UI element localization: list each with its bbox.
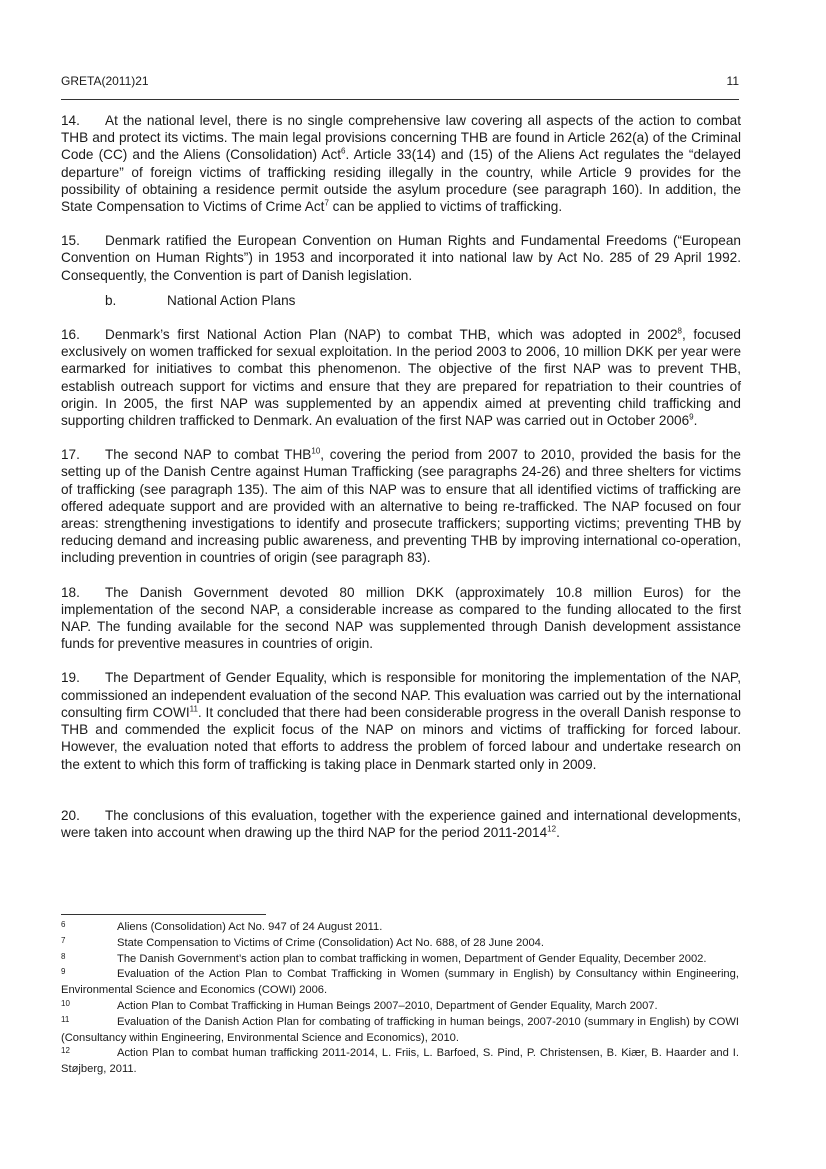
footnote-number: 8 <box>61 951 66 961</box>
footnote-ref: 6 <box>341 146 346 156</box>
paragraph-text: , covering the period from 2007 to 2010, provided the basis for the setting up of the Danish Centre against Human Trafficking (see paragraphs 24-26) and three shelters for victims of trafficking (see paragraph 135). The aim of this NAP was to ensure that all identified victims of trafficking are offered adequate support and are provided with an alternative to being re-trafficked. The NAP focused on four areas: strengthening investigations to identify and prosecute traffickers; supporting victims; preventing THB by reducing demand and increasing public awareness, and preventing THB by improving international co-operation, including prevention in countries of origin (see paragraph 83). <box>61 447 741 566</box>
footnote-text: Evaluation of the Danish Action Plan for combating of trafficking in human beings, 2007-2010 (summary in English) by COWI (Consultancy within Engineering, Environmental Science and Economics), 2010. <box>61 1015 739 1044</box>
footnote-6 <box>61 920 739 936</box>
footnote-ref: 12 <box>547 824 557 834</box>
footnote-number: 9 <box>61 967 66 977</box>
section-subheading <box>61 292 741 309</box>
paragraph-number: 16. <box>61 327 80 343</box>
footnote-11 <box>61 1015 739 1047</box>
footnote-ref: 11 <box>189 704 198 714</box>
paragraph-20 <box>61 807 741 841</box>
paragraph-text: Denmark ratified the European Convention on Human Rights and Fundamental Freedoms (“European Convention on Human Rights”) in 1953 and incorporated it into national law by Act No. 285 of 29 April 1992. Consequently, the Convention is part of Danish legislation. <box>61 233 741 283</box>
footnote-text: State Compensation to Victims of Crime (Consolidation) Act No. 688, of 28 June 2004. <box>117 936 545 949</box>
paragraph-text: can be applied to victims of trafficking. <box>328 199 563 215</box>
document-body <box>61 112 741 841</box>
paragraph-number: 17. <box>61 447 80 463</box>
document-id: GRETA(2011)21 <box>61 74 149 88</box>
paragraph-number: 19. <box>61 670 80 686</box>
footnote-7 <box>61 936 739 952</box>
footnote-text: The Danish Government’s action plan to combat trafficking in women, Department of Gender Equality, December 2002. <box>117 952 707 965</box>
footnote-number: 12 <box>61 1046 70 1056</box>
paragraph-16 <box>61 326 741 429</box>
subheading-letter: b. <box>105 292 117 308</box>
footnote-9 <box>61 967 739 999</box>
paragraph-text: . Article 33(14) and (15) of the Aliens Act regulates the “delayed departure” of foreign victims of trafficking residing illegally in the country, while Article 9 provides for the possibility of obtaining a residence permit outside the asylum procedure (see paragraph 160). In addition, the State Compensation to Victims of Crime Act <box>61 147 741 215</box>
paragraph-number: 20. <box>61 807 80 823</box>
paragraph-text: The Danish Government devoted 80 million DKK (approximately 10.8 million Euros) for the implementation of the second NAP, a considerable increase as compared to the funding allocated to the first NAP. The funding available for the second NAP was supplemented through Danish development assistance funds for preventive measures in countries of origin. <box>61 584 741 652</box>
footnote-8 <box>61 952 739 968</box>
paragraph-text: . <box>556 824 560 840</box>
paragraph-number: 18. <box>61 584 80 600</box>
footnote-ref: 8 <box>677 326 682 336</box>
paragraph-text: The Department of Gender Equality, which is responsible for monitoring the implementation of the NAP, commissioned an independent evaluation of the second NAP. This evaluation was carried out by the international consulting firm COWI <box>61 670 741 720</box>
paragraph-15 <box>61 232 741 284</box>
footnote-ref: 10 <box>311 446 321 456</box>
footnotes <box>61 920 739 1078</box>
paragraph-number: 15. <box>61 233 80 249</box>
footnote-number: 10 <box>61 998 70 1008</box>
footnote-10 <box>61 999 739 1015</box>
paragraph-text: , focused exclusively on women trafficked for sexual exploitation. In the period 2003 to 2006, 10 million DKK per year were earmarked for initiatives to combat this phenomenon. The objective of the first NAP was to prevent THB, establish outreach support for victims and ensure that they are prepared for repatriation to their countries of origin. In 2005, the first NAP was supplemented by an appendix aimed at preventing child trafficking and supporting children trafficked to Denmark. An evaluation of the first NAP was carried out in October 2006 <box>61 327 741 429</box>
footnote-ref: 7 <box>324 198 329 208</box>
page-header <box>61 74 739 90</box>
footnote-12 <box>61 1046 739 1078</box>
footnote-number: 7 <box>61 935 66 945</box>
paragraph-text: The conclusions of this evaluation, together with the experience gained and international developments, were taken into account when drawing up the third NAP for the period 2011-2014 <box>61 807 741 840</box>
footnote-number: 6 <box>61 920 66 929</box>
paragraph-text: Denmark’s first National Action Plan (NAP) to combat THB, which was adopted in 2002 <box>105 327 678 343</box>
paragraph-14 <box>61 112 741 215</box>
footnote-text: Aliens (Consolidation) Act No. 947 of 24 August 2011. <box>117 921 383 933</box>
paragraph-number: 14. <box>61 113 80 128</box>
footnote-number: 11 <box>61 1014 70 1024</box>
footnote-text: Evaluation of the Action Plan to Combat Trafficking in Women (summary in English) by Consultancy within Engineering, Environmental Science and Economics (COWI) 2006. <box>61 968 739 997</box>
paragraph-19 <box>61 669 741 772</box>
paragraph-17 <box>61 446 741 566</box>
paragraph-text: At the national level, there is no single comprehensive law covering all aspects of the action to combat THB and protect its victims. The main legal provisions concerning THB are found in Article 262(a) of the Criminal Code (CC) and the Aliens (Consolidation) Act <box>61 113 741 163</box>
paragraph-text: The second NAP to combat THB <box>105 447 312 463</box>
footnote-rule <box>61 914 266 915</box>
paragraph-18 <box>61 584 741 653</box>
footnote-text: Action Plan to combat human trafficking 2011-2014, L. Friis, L. Barfoed, S. Pind, P. Christensen, B. Kiær, B. Haarder and I. Støjberg, 2011. <box>61 1047 739 1076</box>
footnote-text: Action Plan to Combat Trafficking in Human Beings 2007–2010, Department of Gender Equality, March 2007. <box>117 999 658 1012</box>
header-rule <box>61 99 739 100</box>
paragraph-text: . It concluded that there had been considerable progress in the overall Danish response to THB and commended the explicit focus of the NAP on minors and victims of trafficking for forced labour. However, the evaluation noted that efforts to address the problem of forced labour and undertake research on the extent to which this form of trafficking is taking place in Denmark started only in 2009. <box>61 704 741 772</box>
subheading-title: National Action Plans <box>167 292 296 308</box>
footnote-ref: 9 <box>689 412 694 422</box>
paragraph-text: . <box>693 413 698 429</box>
page-number: 11 <box>726 74 739 88</box>
